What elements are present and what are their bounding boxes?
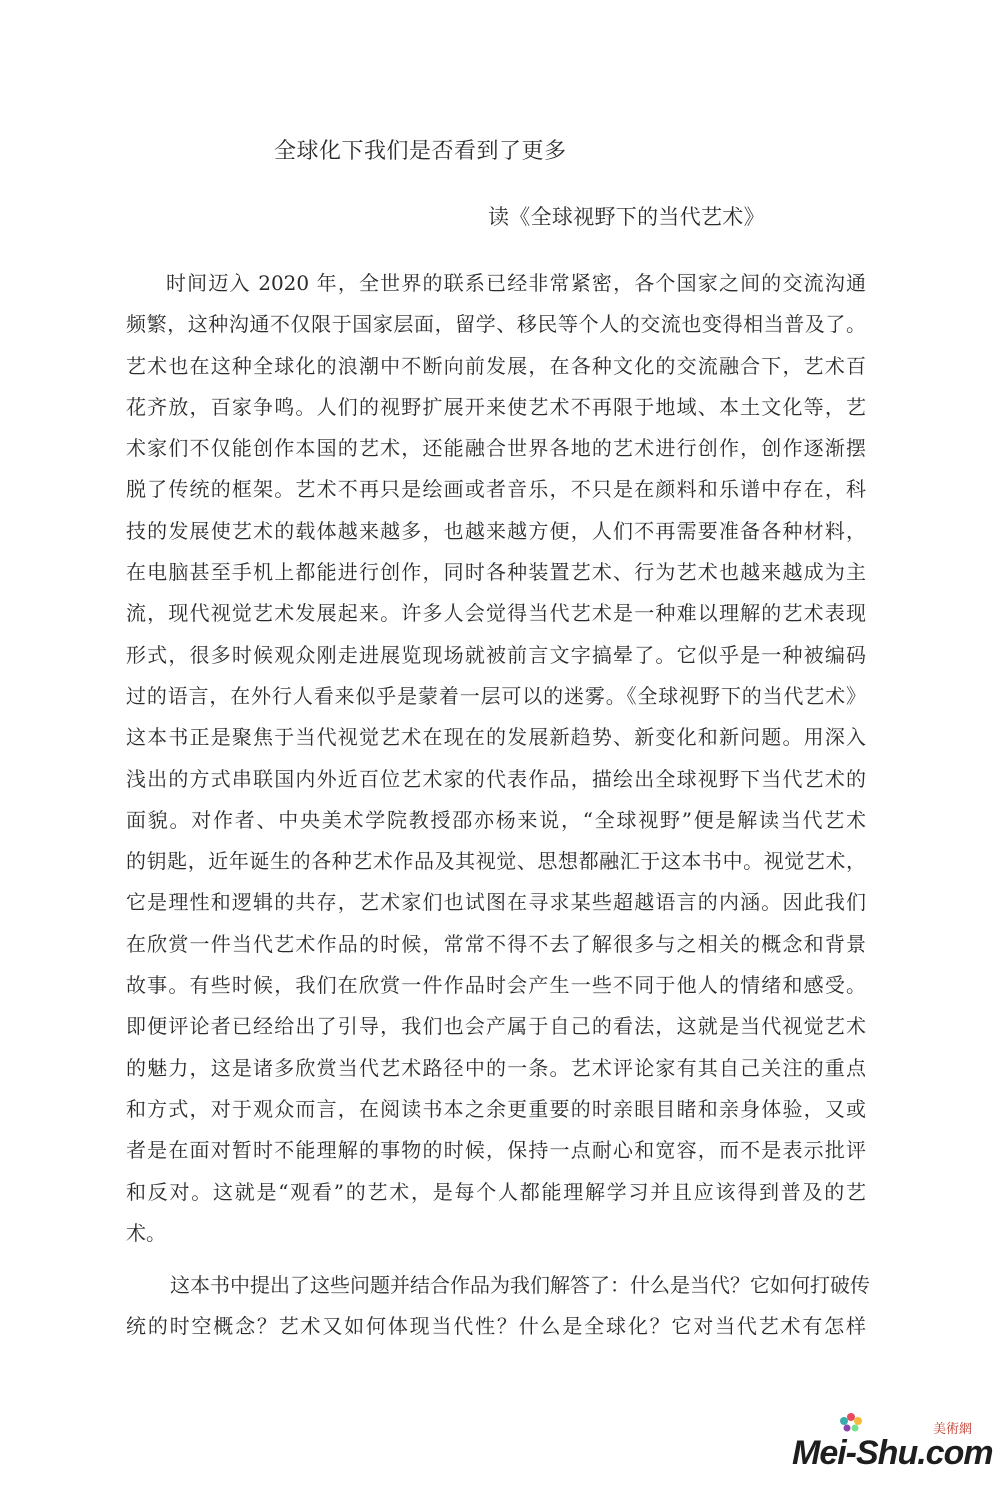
text-line: 术家们不仅能创作本国的艺术，还能融合世界各地的艺术进行创作，创作逐渐摆	[126, 436, 866, 461]
text-line: 和方式，对于观众而言，在阅读书本之余更重要的时亲眼目睹和亲身体验，又或	[126, 1096, 866, 1121]
text-line: 故事。有些时候，我们在欣赏一件作品时会产生一些不同于他人的情绪和感受。	[126, 973, 866, 998]
document-title: 全球化下我们是否看到了更多	[274, 139, 567, 164]
text-line: 脱了传统的框架。艺术不再只是绘画或者音乐，不只是在颜料和乐谱中存在，科	[126, 477, 866, 502]
text-line: 频繁，这种沟通不仅限于国家层面，留学、移民等个人的交流也变得相当普及了。	[126, 312, 866, 337]
text-line: 在电脑甚至手机上都能进行创作，同时各种装置艺术、行为艺术也越来越成为主	[126, 560, 866, 585]
text-line: 的钥匙，近年诞生的各种艺术作品及其视觉、思想都融汇于这本书中。视觉艺术，	[126, 849, 866, 874]
paragraph-2	[126, 1265, 870, 1348]
text-line: 过的语言，在外行人看来似乎是蒙着一层可以的迷雾。《全球视野下的当代艺术》	[126, 683, 866, 708]
text-line: 浅出的方式串联国内外近百位艺术家的代表作品，描绘出全球视野下当代艺术的	[126, 766, 866, 791]
text-line: 者是在面对暂时不能理解的事物的时候，保持一点耐心和宽容，而不是表示批评	[126, 1138, 866, 1163]
text-line: 花齐放，百家争鸣。人们的视野扩展开来使艺术不再限于地域、本土文化等，艺	[126, 394, 866, 419]
watermark-logo	[792, 1418, 993, 1480]
text-line: 面貌。对作者、中央美术学院教授邵亦杨来说，“全球视野”便是解读当代艺术	[126, 807, 866, 832]
text-line: 和反对。这就是“观看”的艺术，是每个人都能理解学习并且应该得到普及的艺	[126, 1179, 866, 1204]
text-line: 统的时空概念？艺术又如何体现当代性？什么是全球化？它对当代艺术有怎样	[126, 1314, 866, 1339]
text-line: 技的发展使艺术的载体越来越多，也越来越方便，人们不再需要准备各种材料，	[126, 518, 866, 543]
text-line: 即便评论者已经给出了引导，我们也会产属于自己的看法，这就是当代视觉艺术	[126, 1014, 866, 1039]
paragraph-1	[126, 263, 866, 1254]
body-text	[126, 263, 870, 1348]
text-line: 这本书中提出了这些问题并结合作品为我们解答了：什么是当代？它如何打破传	[170, 1273, 870, 1298]
text-line: 形式，很多时候观众刚走进展览现场就被前言文字搞晕了。它似乎是一种被编码	[126, 642, 866, 667]
watermark-cn-text: 美術網	[932, 1422, 972, 1437]
document-subtitle: 读《全球视野下的当代艺术》	[488, 205, 765, 229]
text-line: 术。	[126, 1220, 166, 1245]
text-line: 这本书正是聚焦于当代视觉艺术在现在的发展新趋势、新变化和新问题。用深入	[126, 725, 866, 750]
text-line: 的魅力，这是诸多欣赏当代艺术路径中的一条。艺术评论家有其自己关注的重点	[126, 1055, 866, 1080]
text-line: 时间迈入 2020 年，全世界的联系已经非常紧密，各个国家之间的交流沟通	[166, 271, 866, 295]
watermark-en-text: Mei-Shu.com	[792, 1434, 993, 1472]
text-line: 流，现代视觉艺术发展起来。许多人会觉得当代艺术是一种难以理解的艺术表现	[126, 601, 866, 626]
text-line: 在欣赏一件当代艺术作品的时候，常常不得不去了解很多与之相关的概念和背景	[126, 931, 866, 956]
text-line: 艺术也在这种全球化的浪潮中不断向前发展，在各种文化的交流融合下，艺术百	[126, 353, 866, 378]
text-line: 它是理性和逻辑的共存，艺术家们也试图在寻求某些超越语言的内涵。因此我们	[126, 890, 866, 915]
